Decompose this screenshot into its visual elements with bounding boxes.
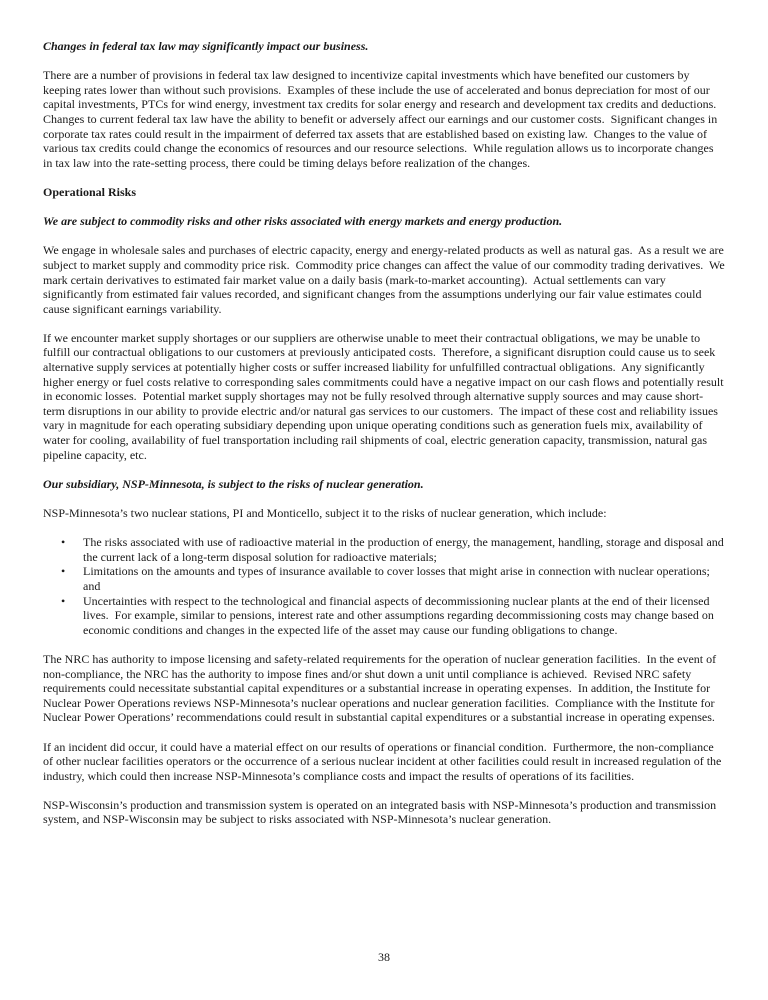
paragraph-market-supply-shortages: If we encounter market supply shortages or our suppliers are otherwise unable to meet their contractual obligations, we may be unable to fulfill our contractual obligations to our customers at previously anticipated costs. Therefore, a significant disruption could cause us to seek alternative supply services at potentially higher costs or suffer increased liability for unfulfilled contractual obligations. Any significantly higher energy or fuel costs relative to corresponding sales commitments could have a negative impact on our cash flows and potentially result in economic losses. Potential market supply shortages may not be fully resolved through alternative supply sources and may cause short-term disruptions in our ability to provide electric and/or natural gas services to our customers. The impact of these cost and reliability issues vary in magnitude for each operating subsidiary depending upon unique operating conditions such as generation fuels mix, availability of water for cooling, availability of fuel transportation including rail shipments of coal, electric generation capacity, transmission, natural gas pipeline capacity, etc.: [43, 330, 727, 462]
risk-heading-nuclear-generation: Our subsidiary, NSP-Minnesota, is subject to the risks of nuclear generation.: [43, 476, 424, 491]
paragraph-nuclear-intro: NSP-Minnesota’s two nuclear stations, PI and Monticello, subject it to the risks of nuclear generation, which include:: [43, 506, 607, 520]
bullet-text-insurance-limitations: Limitations on the amounts and types of insurance available to cover losses that might arise in connection with nuclear operations; and: [83, 564, 713, 593]
list-item: [43, 564, 725, 593]
nuclear-risk-bullet-list: [43, 535, 725, 637]
risk-heading-federal-tax-law: Changes in federal tax law may significantly impact our business.: [43, 39, 369, 53]
bullet-text-radioactive-material: The risks associated with use of radioactive material in the production of energy, the management, handling, storage and disposal and the current lack of a long-term disposal solution for radioactive materials;: [83, 535, 727, 564]
paragraph-nsp-wisconsin: NSP-Wisconsin’s production and transmission system is operated on an integrated basis with NSP-Minnesota’s production and transmission system, and NSP-Wisconsin may be subject to risks associated with NSP-Minnesota’s nuclear generation.: [43, 797, 720, 827]
risk-heading-commodity-risks: We are subject to commodity risks and other risks associated with energy markets and energy production.: [43, 214, 563, 229]
paragraph-incident-effects: If an incident did occur, it could have a material effect on our results of operations or financial condition. Furthermore, the non-compliance of other nuclear facilities operators or the occurrence of a serious nuclear incident at other facilities could result in increased regulation of the industry, which could then increase NSP-Minnesota’s compliance costs and impact the results of operations of its facilities.: [43, 739, 725, 783]
bullet-icon: •: [61, 564, 66, 579]
paragraph-federal-tax-law: There are a number of provisions in federal tax law designed to incentivize capital investments which have benefited our customers by keeping rates lower than without such provisions. Examples of these include the use of accelerated and bonus depreciation for most of our capital investments, PTCs for wind energy, investment tax credits for solar energy and research and development tax credits and deductions. Changes to current federal tax law have the ability to benefit or adversely affect our earnings and our customer costs. Significant changes in corporate tax rates could result in the impairment of deferred tax assets that are established based on existing law. Changes to the value of various tax credits could change the economics of resources and our resource selections. While regulation allows us to incorporate changes in tax law into the rate-setting process, there could be timing delays before realization of the changes.: [43, 68, 723, 170]
bullet-text-decommissioning: Uncertainties with respect to the technological and financial aspects of decommissioning nuclear plants at the end of their licensed lives. For example, similar to pensions, interest rate and other assumptions regarding decommissioning costs may change based on economic conditions and changes in the expected life of the asset may cause our funding obligations to change.: [83, 593, 717, 637]
list-item: [43, 594, 725, 638]
page-number: 38: [378, 950, 390, 964]
bullet-icon: •: [61, 593, 66, 608]
paragraph-commodity-wholesale: We engage in wholesale sales and purchases of electric capacity, energy and energy-related products as well as natural gas. As a result we are subject to market supply and commodity price risk. Commodity price changes can affect the value of our commodity trading derivatives. We mark certain derivatives to estimated fair market value on a daily basis (mark-to-market accounting). Actual settlements can vary significantly from estimated fair values recorded, and significant changes from the assumptions underlying our fair value estimates could cause significant earnings variability.: [43, 243, 728, 316]
section-heading-operational-risks: Operational Risks: [43, 184, 137, 199]
paragraph-nrc-authority: The NRC has authority to impose licensing and safety-related requirements for the operation of nuclear generation facilities. In the event of non-compliance, the NRC has the authority to impose fines and/or shut down a unit until compliance is achieved. Revised NRC safety requirements could necessitate substantial capital expenditures or a substantial increase in operating expenses. In addition, the Institute for Nuclear Power Operations reviews NSP-Minnesota’s nuclear operations and nuclear generation facilities. Compliance with the Institute for Nuclear Power Operations’ recommendations could result in substantial capital expenditures or a substantial increase in operating expenses.: [43, 651, 720, 725]
list-item: [43, 535, 725, 564]
bullet-icon: •: [61, 535, 66, 550]
